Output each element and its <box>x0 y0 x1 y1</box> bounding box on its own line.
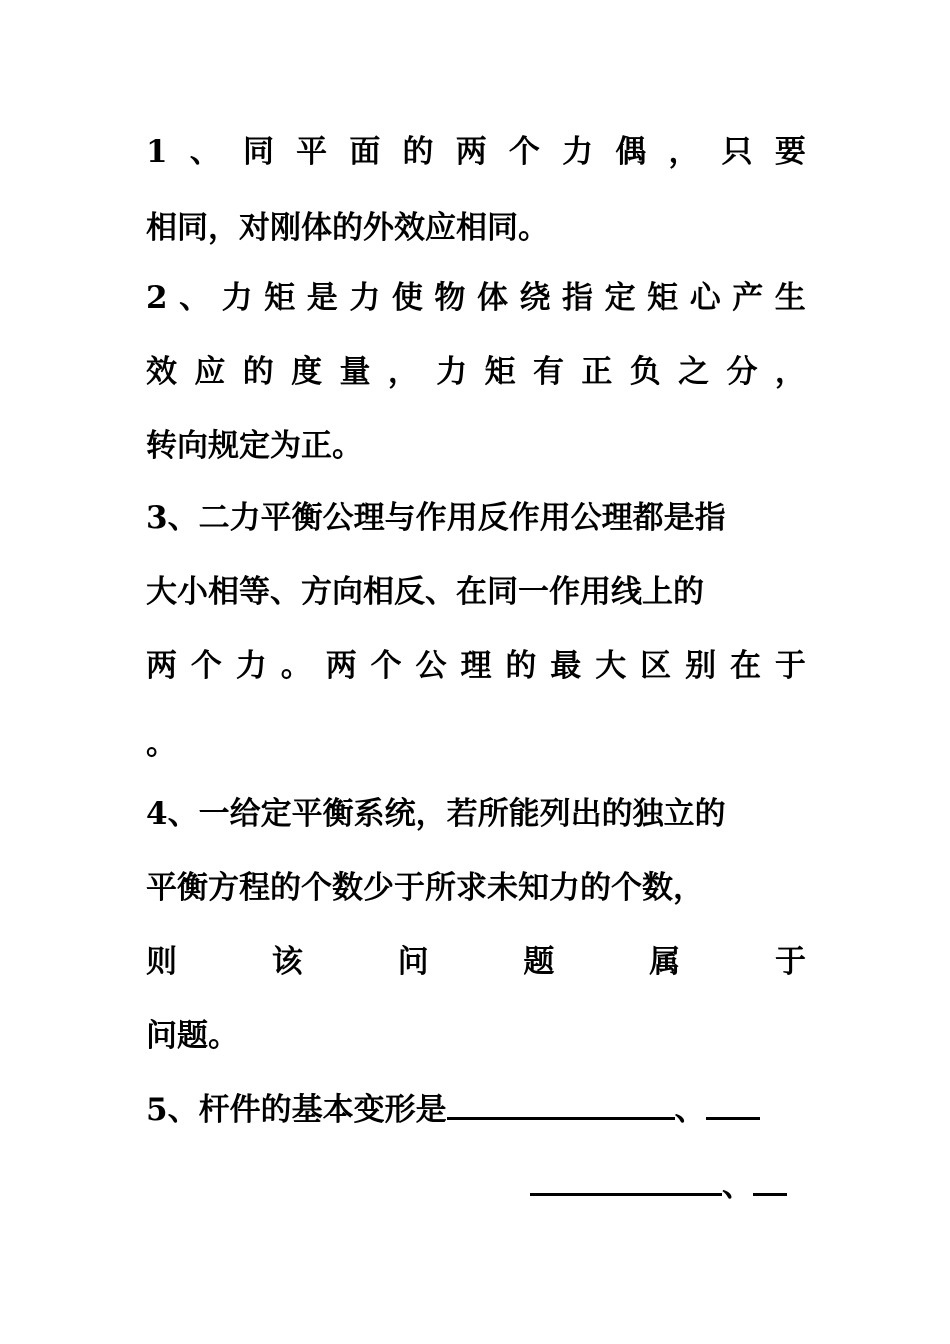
q2-char: 体 <box>476 280 508 316</box>
q2-line-3: 转向规定为正。 <box>146 428 363 464</box>
q2-char: ， <box>387 354 419 390</box>
q3-char: 在 <box>729 648 761 684</box>
q3-char: 公 <box>415 648 447 684</box>
q3-char: 力 <box>235 648 267 684</box>
q2-char: 力 <box>221 280 253 316</box>
q3-char: 区 <box>640 648 672 684</box>
q4-char: 于 <box>774 944 806 980</box>
q2-char: 生 <box>774 280 806 316</box>
q1-char: 两 <box>455 134 487 170</box>
q3-line-3 <box>146 644 806 688</box>
q2-char: 分 <box>726 354 758 390</box>
q4-char: 属 <box>649 944 681 980</box>
q1-char: 、 <box>189 134 221 170</box>
q2-char: 应 <box>194 354 226 390</box>
q5-blank-2-end[interactable] <box>530 1165 722 1196</box>
q5-line-2 <box>530 1164 800 1208</box>
q2-char: 力 <box>436 354 468 390</box>
q2-char: 矩 <box>647 280 679 316</box>
q2-char: 物 <box>434 280 466 316</box>
q1-char: ， <box>668 134 700 170</box>
q4-line-2: 平衡方程的个数少于所求未知力的个数， <box>146 870 704 906</box>
q3-char: 两 <box>325 648 357 684</box>
q2-char: 矩 <box>264 280 296 316</box>
q3-char: 。 <box>280 648 312 684</box>
q2-char: 矩 <box>484 354 516 390</box>
q1-line-2: 相同，对刚体的外效应相同。 <box>146 210 549 246</box>
q2-char: 定 <box>604 280 636 316</box>
q1-char: 的 <box>402 134 434 170</box>
q5-sep: 、 <box>674 1092 706 1128</box>
q5-line-1 <box>146 1088 806 1132</box>
q5-blank-2-start[interactable] <box>706 1089 760 1120</box>
q2-char: ， <box>774 354 806 390</box>
q2-char: 使 <box>391 280 423 316</box>
q3-line-1: 3、二力平衡公理与作用反作用公理都是指 <box>146 500 726 536</box>
q2-char: 力 <box>349 280 381 316</box>
q4-char: 该 <box>271 944 303 980</box>
q3-char: 个 <box>190 648 222 684</box>
q2-char: 是 <box>306 280 338 316</box>
q5-sep-2: 、 <box>722 1168 753 1204</box>
q3-char: 个 <box>370 648 402 684</box>
q2-char: 负 <box>629 354 661 390</box>
q5-blank-1[interactable] <box>447 1089 675 1120</box>
q3-line-2: 大小相等、方向相反、在同一作用线上的 <box>146 574 704 610</box>
q4-char: 问 <box>397 944 429 980</box>
q1-char: 1 <box>146 134 168 170</box>
q2-char: 心 <box>689 280 721 316</box>
q2-char: 、 <box>179 280 211 316</box>
q1-char: 个 <box>508 134 540 170</box>
q3-char: 最 <box>550 648 582 684</box>
q2-char: 2 <box>146 280 168 316</box>
q3-char: 别 <box>685 648 717 684</box>
q1-char: 只 <box>721 134 753 170</box>
q2-line-2 <box>146 350 806 394</box>
q4-char: 题 <box>523 944 555 980</box>
q2-line-1 <box>146 276 806 320</box>
q1-char: 要 <box>774 134 806 170</box>
q3-char: 大 <box>595 648 627 684</box>
q5-text: 5、杆件的基本变形是 <box>146 1092 447 1128</box>
q5-blank-3-start[interactable] <box>753 1165 787 1196</box>
q3-char: 的 <box>505 648 537 684</box>
q3-char: 于 <box>774 648 806 684</box>
q1-char: 偶 <box>615 134 647 170</box>
q2-char: 指 <box>562 280 594 316</box>
q2-char: 正 <box>581 354 613 390</box>
q2-char: 效 <box>146 354 177 390</box>
q3-char: 理 <box>460 648 492 684</box>
q1-char: 平 <box>296 134 328 170</box>
q2-char: 绕 <box>519 280 551 316</box>
q4-line-1: 4、一给定平衡系统，若所能列出的独立的 <box>146 796 726 832</box>
q1-char: 同 <box>242 134 274 170</box>
q3-char: 两 <box>146 648 177 684</box>
q1-char: 力 <box>562 134 594 170</box>
q2-char: 的 <box>242 354 274 390</box>
q2-char: 之 <box>678 354 710 390</box>
q2-char: 度 <box>291 354 323 390</box>
q4-line-3 <box>146 940 806 984</box>
q4-line-4: 问题。 <box>146 1018 239 1054</box>
q2-char: 产 <box>732 280 764 316</box>
q1-char: 面 <box>349 134 381 170</box>
q2-char: 有 <box>533 354 564 390</box>
q1-line-1 <box>146 130 806 174</box>
q4-char: 则 <box>146 944 177 980</box>
q2-char: 量 <box>339 354 371 390</box>
q3-line-4: 。 <box>146 726 177 762</box>
